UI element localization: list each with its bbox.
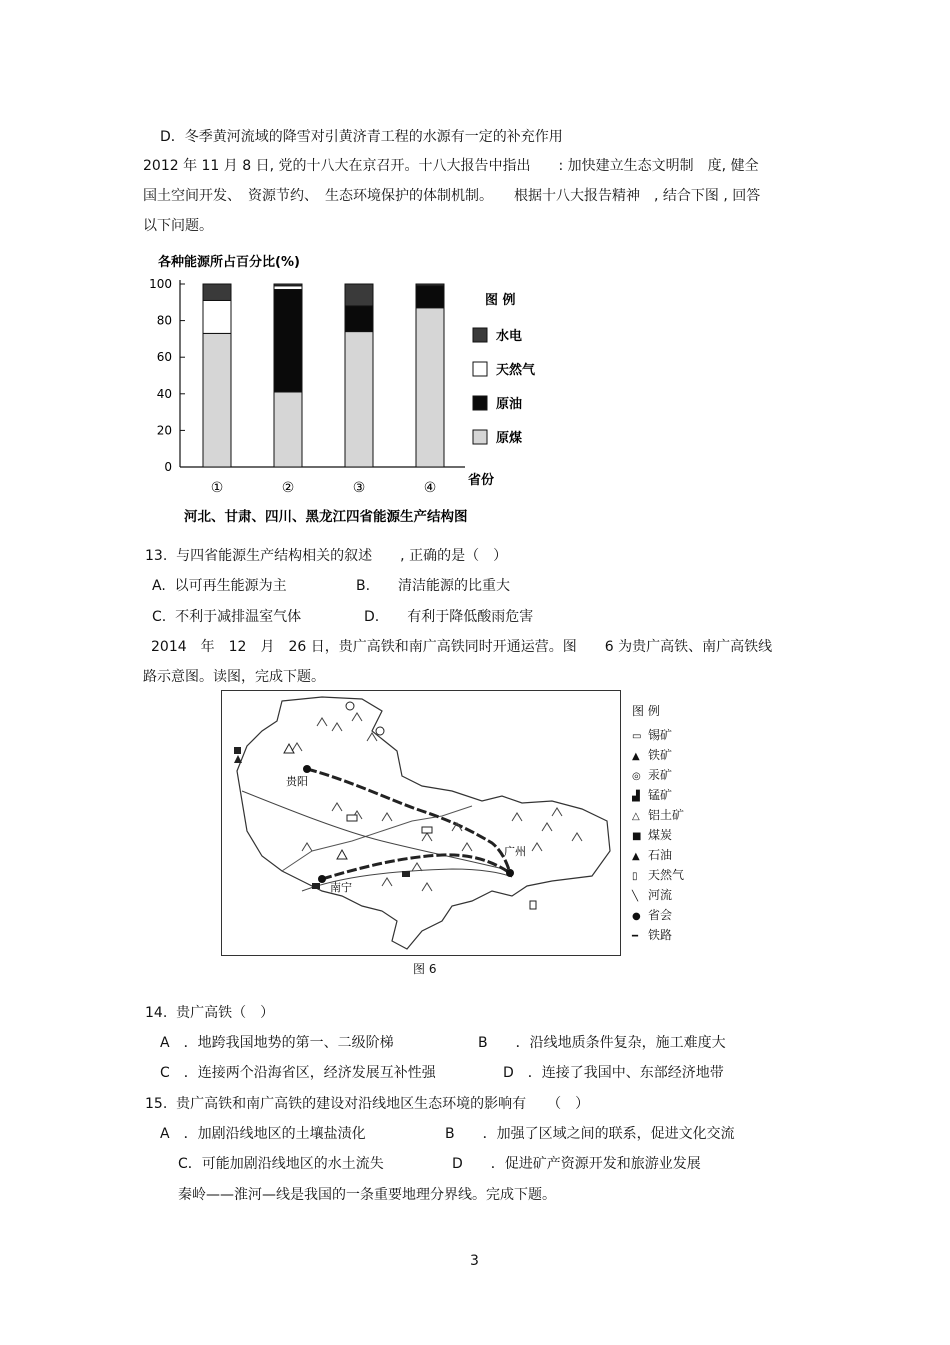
manganese-mine-icon xyxy=(402,871,410,877)
map-legend-label: 石油 xyxy=(648,848,673,862)
legend-symbol-icon: ▯ xyxy=(632,871,638,882)
map-caption: 图 6 xyxy=(413,962,437,976)
chart-caption: 河北、甘肃、四川、黑龙江四省能源生产结构图 xyxy=(184,509,468,525)
last-line: 秦岭——淮河—线是我国的一条重要地理分界线。完成下题。 xyxy=(178,1187,556,1203)
x-ticks xyxy=(211,480,437,496)
province-border xyxy=(282,806,472,871)
legend-symbol-icon: ▟ xyxy=(632,791,640,802)
q13-stem: 13. 与四省能源生产结构相关的叙述 , 正确的是（ ） xyxy=(145,548,508,564)
map-legend-item xyxy=(632,726,672,743)
map-legend-item xyxy=(632,866,684,883)
q15-option-b: B ．加强了区域之间的联系，促进文化交流 xyxy=(445,1126,735,1142)
legend-symbol-icon: ● xyxy=(632,911,641,922)
y-tick-label: 100 xyxy=(149,277,172,291)
tin-mine-icon xyxy=(422,827,432,833)
q15-option-a: A ．加剧沿线地区的土壤盐渍化 xyxy=(160,1126,366,1142)
bar-segment xyxy=(274,284,302,286)
q13-option-c: C. 不利于减排温室气体 xyxy=(152,609,302,625)
map-legend-item xyxy=(632,786,672,803)
intro-line-3: 以下问题。 xyxy=(143,218,213,234)
rail-intro-line-1: 2014 年 12 月 26 日，贵广高铁和南广高铁同时开通运营。图 6 为贵广高铁、南广高铁线 xyxy=(151,639,773,655)
legend-label: 天然气 xyxy=(496,363,536,378)
q13-option-d: D. 有利于降低酸雨危害 xyxy=(364,609,534,625)
guangzhou-dot xyxy=(506,869,514,877)
map-legend-label: 铁路 xyxy=(648,928,673,942)
bar-segment xyxy=(274,289,302,391)
map-legend-item xyxy=(632,766,672,783)
y-tick-label: 60 xyxy=(156,350,172,365)
map-legend-label: 锡矿 xyxy=(648,728,673,742)
intro-line-1: 2012 年 11 月 8 日, 党的十八大在京召开。十八大报告中指出 : 加快建立生态文明制 度, 健全 xyxy=(143,158,759,174)
chart-legend xyxy=(473,292,536,446)
q15-option-c: C．可能加剧沿线地区的水土流失 xyxy=(178,1156,384,1172)
map-legend-item xyxy=(632,926,672,943)
bar-segment xyxy=(345,332,373,467)
nanning-dot xyxy=(318,875,326,883)
bar-segment xyxy=(203,284,231,300)
gas-icon xyxy=(530,901,536,909)
guiyang-dot xyxy=(303,765,311,773)
q14-option-b: B ．沿线地质条件复杂，施工难度大 xyxy=(478,1035,726,1051)
map-legend-item xyxy=(632,906,672,923)
map-legend-label: 铁矿 xyxy=(648,748,673,762)
y-tick-label: 20 xyxy=(156,423,172,438)
page-number: 3 xyxy=(470,1253,479,1269)
legend-symbol-icon: ╲ xyxy=(632,891,639,902)
legend-label: 原煤 xyxy=(496,431,523,446)
rail-map xyxy=(221,690,621,956)
bauxite-mine-icon xyxy=(337,850,347,859)
rail-nanning-guangzhou xyxy=(322,855,510,879)
energy-structure-chart xyxy=(140,248,560,533)
legend-swatch xyxy=(473,430,487,444)
option-d-previous: D．冬季黄河流域的降雪对引黄济青工程的水源有一定的补充作用 xyxy=(160,129,563,145)
legend-swatch xyxy=(473,396,487,410)
legend-label: 水电 xyxy=(496,329,523,344)
chart-ylabel: 各种能源所占百分比(%) xyxy=(158,255,300,270)
bar-segment xyxy=(345,284,373,306)
intro-line-2: 国土空间开发、 资源节约、 生态环境保护的体制机制。 根据十八大报告精神 , 结合下图 , 回答 xyxy=(143,188,761,204)
legend-swatch xyxy=(473,328,487,342)
q13-option-b: B. 清洁能源的比重大 xyxy=(356,578,511,594)
map-legend-label: 煤炭 xyxy=(648,828,673,842)
chart-legend-title: 图 例 xyxy=(485,293,516,308)
legend-symbol-icon: ▲ xyxy=(632,851,640,862)
bars xyxy=(203,284,444,467)
legend-swatch xyxy=(473,362,487,376)
bar-segment xyxy=(345,306,373,332)
legend-symbol-icon: △ xyxy=(632,811,640,822)
legend-symbol-icon: ◎ xyxy=(632,771,641,782)
bar-segment xyxy=(274,286,302,290)
map-legend-label: 汞矿 xyxy=(648,768,673,782)
bar-segment xyxy=(416,284,444,286)
legend-symbol-icon: ▭ xyxy=(632,731,642,742)
tin-mine-icon xyxy=(347,815,357,821)
x-tick-label: ② xyxy=(281,480,295,496)
bar-segment xyxy=(416,308,444,467)
x-tick-label: ③ xyxy=(352,480,366,496)
q15-stem: 15. 贵广高铁和南广高铁的建设对沿线地区生态环境的影响有 （ ） xyxy=(145,1096,590,1112)
y-tick-label: 40 xyxy=(156,386,172,401)
city-nanning: 南宁 xyxy=(330,881,352,894)
q14-option-c: C ．连接两个沿海省区，经济发展互补性强 xyxy=(160,1065,436,1081)
bar-segment xyxy=(416,286,444,308)
mercury-mine-icon xyxy=(346,702,354,710)
map-legend-item xyxy=(632,846,672,863)
legend-symbol-icon: ■ xyxy=(632,831,642,842)
q14-option-a: A ．地跨我国地势的第一、二级阶梯 xyxy=(160,1035,394,1051)
map-legend-title: 图 例 xyxy=(632,704,660,718)
map-legend-item xyxy=(632,746,672,763)
city-guiyang: 贵阳 xyxy=(286,775,308,788)
region-outline xyxy=(237,697,610,949)
city-guangzhou: 广州 xyxy=(504,845,526,858)
legend-label: 原油 xyxy=(496,397,523,412)
map-legend-label: 省会 xyxy=(648,908,673,922)
bar-segment xyxy=(203,300,231,333)
bauxite-mine-icon xyxy=(284,744,294,753)
iron-mine-icon xyxy=(234,755,242,763)
q15-option-d: D ．促进矿产资源开发和旅游业发展 xyxy=(452,1156,701,1172)
x-tick-label: ① xyxy=(210,480,224,496)
legend-symbol-icon: ━ xyxy=(632,931,639,942)
mercury-mine-icon xyxy=(376,727,384,735)
map-legend-label: 天然气 xyxy=(648,868,685,882)
map-legend-item xyxy=(632,886,672,903)
map-legend-label: 河流 xyxy=(648,888,673,902)
rail-intro-line-2: 路示意图。读图，完成下题。 xyxy=(143,669,325,685)
coal-icon xyxy=(234,747,241,754)
map-legend-label: 锰矿 xyxy=(648,788,673,802)
legend-symbol-icon: ▲ xyxy=(632,751,640,762)
chart-xlabel: 省份 xyxy=(468,473,495,488)
y-tick-label: 80 xyxy=(156,313,172,328)
map-legend-item xyxy=(632,826,672,843)
bar-segment xyxy=(203,333,231,467)
q14-stem: 14. 贵广高铁（ ） xyxy=(145,1005,275,1021)
x-tick-label: ④ xyxy=(423,480,437,496)
y-tick-label: 0 xyxy=(164,460,172,474)
bar-segment xyxy=(274,392,302,467)
manganese-mine-icon xyxy=(312,883,320,889)
q14-option-d: D ．连接了我国中、东部经济地带 xyxy=(503,1065,724,1081)
map-legend-item xyxy=(632,806,684,823)
q13-option-a: A. 以可再生能源为主 xyxy=(152,578,287,594)
map-legend-label: 铝土矿 xyxy=(648,808,685,822)
